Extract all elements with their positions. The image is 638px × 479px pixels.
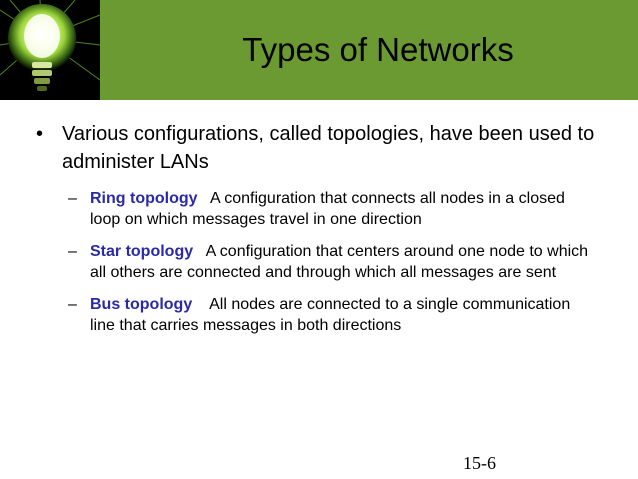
definition-bus-topology: All nodes are connected to a single communication line that carries messages in both directions — [90, 296, 571, 334]
bullet-marker: • — [36, 123, 44, 145]
dash-marker: – — [68, 190, 77, 207]
main-bullet — [36, 120, 616, 176]
sub-bullet-bus — [68, 294, 590, 336]
main-bullet-text: Various configurations, called topologies, have been used to administer LANs — [62, 123, 595, 173]
glowing-lightbulb-icon — [0, 0, 100, 100]
term-bus-topology: Bus topology — [90, 296, 193, 313]
slide-content — [36, 120, 616, 347]
dash-marker: – — [68, 296, 77, 313]
definition-ring-topology: A configuration that connects all nodes in a closed loop on which messages travel in one direction — [90, 190, 565, 228]
term-star-topology: Star topology — [90, 243, 194, 260]
term-ring-topology: Ring topology — [90, 190, 198, 207]
sub-bullet-star — [68, 241, 590, 283]
definition-star-topology: A configuration that centers around one node to which all others are connected and through which all messages are sent — [90, 243, 589, 281]
page-number: 15-6 — [463, 453, 496, 473]
sub-bullet-list — [36, 188, 616, 336]
dash-marker: – — [68, 243, 77, 260]
slide-title: Types of Networks — [242, 31, 514, 68]
sub-bullet-ring — [68, 188, 590, 230]
